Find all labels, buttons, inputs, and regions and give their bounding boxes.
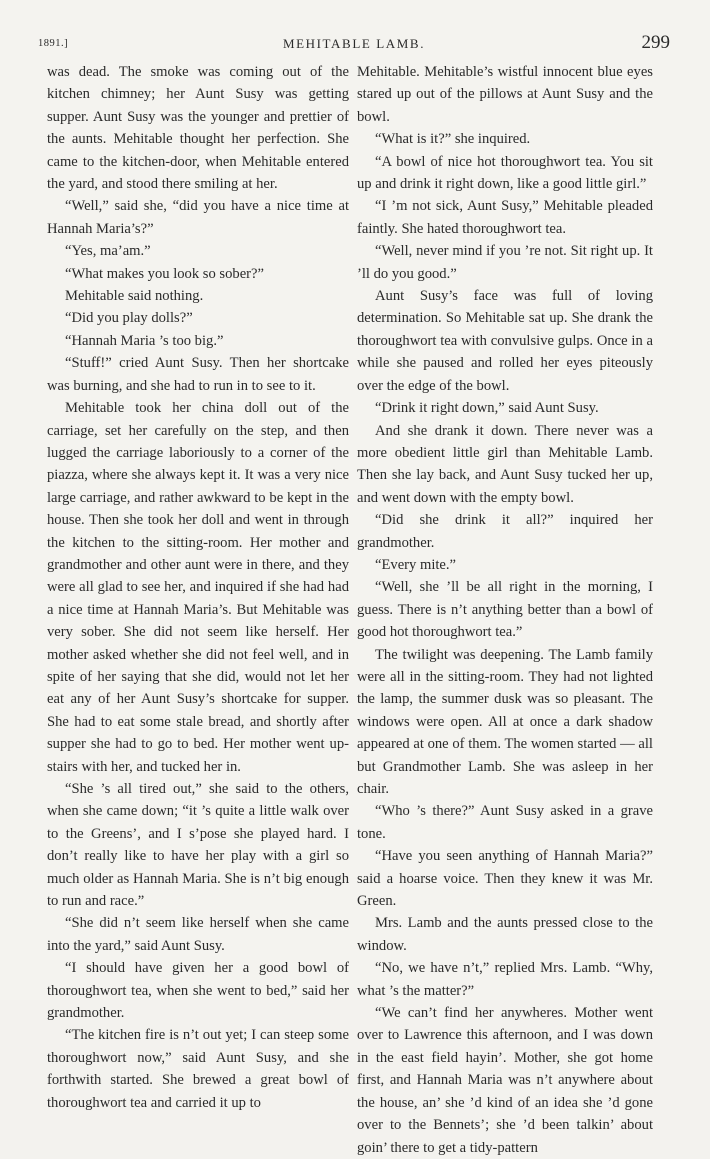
running-header	[38, 32, 670, 56]
paragraph: Mrs. Lamb and the aunts pressed close to the window.	[357, 915, 653, 954]
paragraph: “A bowl of nice hot thoroughwort tea. You sit up and drink it right down, like a good little girl.”	[357, 153, 653, 193]
right-text-column	[357, 61, 653, 1159]
paragraph: Mehitable took her china doll out of the carriage, set her carefully on the step, and then lugged the carriage laboriously to a corner of the piazza, where she always kept it. It was a very nice large carriage, and rather awkward to be kept in the house. Then she took her doll and went in through the kitchen to the sitting-room. Her mother and grandmother and other aunt were in there, and they were all glad to see her, and inquired if she had had a nice time at Hannah Maria’s. But Mehitable was very sober. She did not seem like herself. Her mother asked whether she did not feel well, and in spite of her saying that she did, would not let her eat any of her Aunt Susy’s shortcake for supper. She had to eat some stale bread, and shortly after supper she had to go to bed. Her mother went up-stairs with her, and tucked her in.	[47, 400, 349, 775]
paragraph: “Drink it right down,” said Aunt Susy.	[375, 400, 599, 417]
paragraph: Aunt Susy’s face was full of loving determination. So Mehitable sat up. She drank the thoroughwort tea with convulsive gulps. Once in a while she paused and rolled her eyes piteously over the edge of the bowl.	[357, 288, 653, 394]
paragraph: The twilight was deepening. The Lamb family were all in the sitting-room. They had not lighted the lamp, the summer dusk was so pleasant. The windows were open. All at once a dark shadow appeared at one of them. The women started — all but Grandmother Lamb. She was asleep in her chair.	[357, 646, 653, 797]
paragraph: “I ’m not sick, Aunt Susy,” Mehitable pleaded faintly. She hated thoroughwort tea.	[357, 198, 653, 237]
page-number: 299	[641, 32, 670, 53]
paragraph: “The kitchen fire is n’t out yet; I can steep some thoroughwort now,” said Aunt Susy, and she forthwith started. She brewed a great bowl of thoroughwort tea and carried it up to	[47, 1027, 349, 1111]
paragraph: Mehitable said nothing.	[65, 288, 204, 305]
paragraph: “What makes you look so sober?”	[65, 265, 264, 282]
header-date: 1891.]	[38, 38, 69, 49]
paragraph: “Well, she ’ll be all right in the morning, I guess. There is n’t anything better than a bowl of good hot thoroughwort tea.”	[357, 579, 653, 641]
paragraph: And she drank it down. There never was a more obedient little girl than Mehitable Lamb. Then she lay back, and Aunt Susy tucked her up, and went down with the empty bowl.	[357, 422, 653, 506]
paragraph: was dead. The smoke was coming out of the kitchen chimney; her Aunt Susy was getting supper. Aunt Susy was the younger and prettier of the aunts. Mehitable thought her perfection. She came to the kitchen-door, when Mehitable entered the yard, and stood there smiling at her.	[47, 64, 349, 193]
paragraph: “Yes, ma’am.”	[65, 243, 151, 260]
paragraph: “She ’s all tired out,” she said to the others, when she came down; “it ’s quite a little walk over to the Greens’, and I s’pose she played hard. I don’t really like to have her play with a girl so much older as Hannah Maria. She is n’t big enough to run and race.”	[47, 781, 349, 910]
paragraph: Mehitable. Mehitable’s wistful innocent blue eyes stared up out of the pillows at Aunt Susy and the bowl.	[357, 64, 653, 125]
paragraph: “I should have given her a good bowl of thoroughwort tea, when she went to bed,” said her grandmother.	[47, 960, 349, 1022]
paragraph: “Well,” said she, “did you have a nice time at Hannah Maria’s?”	[47, 198, 349, 237]
paragraph: “Who ’s there?” Aunt Susy asked in a grave tone.	[357, 803, 653, 842]
paragraph: “No, we have n’t,” replied Mrs. Lamb. “Why, what ’s the matter?”	[357, 960, 653, 999]
paragraph: “Did you play dolls?”	[65, 310, 193, 327]
left-text-column	[47, 61, 349, 1114]
header-title: MEHITABLE LAMB.	[282, 36, 426, 51]
paragraph: “We can’t find her anywheres. Mother went over to Lawrence this afternoon, and I was down in the east field hayin’. Mother, she got home first, and Hannah Maria was n’t anywhere about the house, an’ she ’d kind of an idea she ’d gone over to the Bennets’; she ’d been talkin’ about goin’ there to get a tidy-pattern	[357, 1005, 653, 1156]
paragraph: “Did she drink it all?” inquired her grandmother.	[357, 512, 653, 551]
paragraph: “Well, never mind if you ’re not. Sit right up. It ’ll do you good.”	[357, 243, 653, 282]
paragraph: “Every mite.”	[375, 556, 457, 573]
paragraph: “Stuff!” cried Aunt Susy. Then her shortcake was burning, and she had to run in to see to it.	[47, 355, 349, 394]
paragraph: “Have you seen anything of Hannah Maria?” said a hoarse voice. Then they knew it was Mr. Green.	[357, 848, 653, 910]
paragraph: “She did n’t seem like herself when she came into the yard,” said Aunt Susy.	[47, 915, 349, 954]
paragraph: “Hannah Maria ’s too big.”	[65, 332, 224, 349]
paragraph: “What is it?” she inquired.	[375, 131, 531, 148]
